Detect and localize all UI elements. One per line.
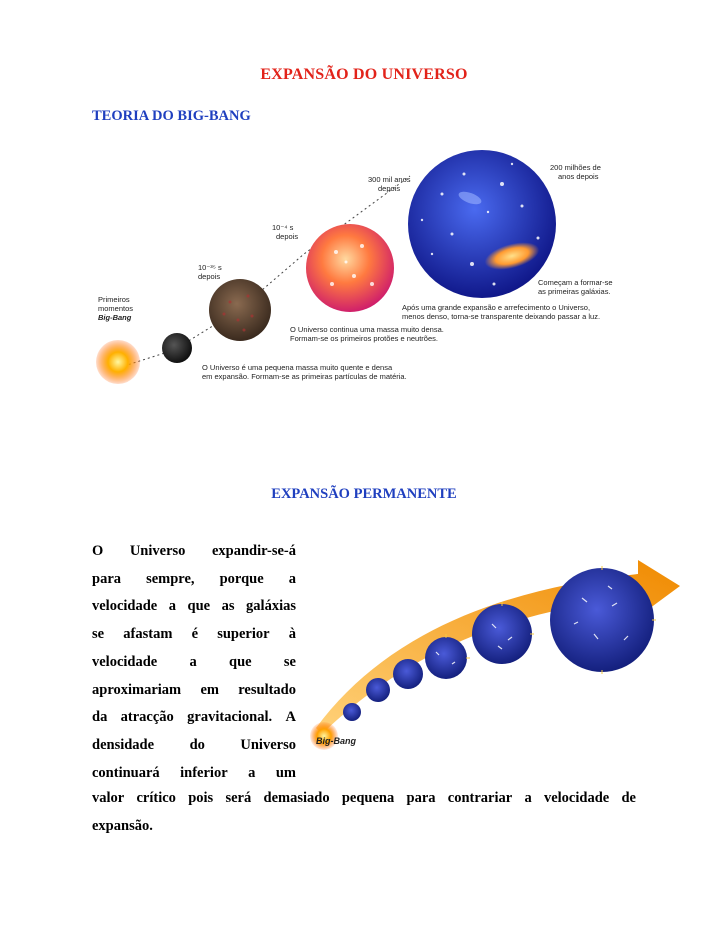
expanding-spheres — [343, 568, 654, 721]
word: à — [288, 626, 296, 643]
svg-text:depois: depois — [198, 272, 221, 281]
svg-text:anos depois: anos depois — [558, 172, 599, 181]
svg-text:Formam-se os primeiros protões: Formam-se os primeiros protões e neutrões. — [290, 334, 438, 343]
body-paragraph-column — [92, 538, 296, 787]
word: para — [406, 790, 436, 806]
word: Universo — [240, 736, 296, 753]
svg-text:momentos: momentos — [98, 304, 134, 313]
section-heading-big-bang: TEORIA DO BIG-BANG — [92, 108, 251, 124]
word: O — [92, 543, 104, 559]
word: a — [524, 790, 532, 806]
caption-particles: O Universo é uma pequena massa muito quente e densa — [202, 363, 393, 372]
word: inferior — [180, 764, 228, 781]
paragraph-line-last: expansão. — [92, 817, 153, 834]
word: galáxias — [246, 598, 296, 615]
word: pois — [188, 790, 214, 806]
word: gravitacional. — [187, 709, 273, 726]
word: velocidade — [543, 790, 610, 806]
svg-text:depois: depois — [276, 232, 299, 241]
paragraph-line — [92, 704, 296, 732]
svg-text:Big-Bang: Big-Bang — [98, 313, 132, 322]
label-1e-35s: 10⁻³⁵ s — [198, 263, 222, 272]
permanent-expansion-figure — [308, 540, 680, 762]
paragraph-line — [92, 760, 296, 788]
paragraph-line — [92, 677, 296, 705]
big-bang-label: Big-Bang — [316, 736, 356, 746]
word: se — [283, 653, 296, 670]
label-300k-years: 300 mil anos — [368, 175, 411, 184]
word: a — [288, 570, 296, 587]
word: Universo — [129, 543, 186, 559]
word: será — [225, 790, 252, 806]
page-title: EXPANSÃO DO UNIVERSO — [260, 66, 468, 83]
svg-text:menos denso, torna-se transpar: menos denso, torna-se transparente deixando passar a luz. — [402, 312, 601, 321]
paragraph-line — [92, 649, 296, 677]
big-bang-timeline-figure — [92, 134, 632, 396]
paragraph-line — [92, 732, 296, 760]
svg-text:depois: depois — [378, 184, 401, 193]
word: resultado — [238, 681, 296, 698]
word: porque — [219, 570, 264, 587]
word: se — [92, 626, 105, 643]
label-first-moments: Primeiros — [98, 295, 130, 304]
word: é — [191, 626, 199, 643]
word: que — [187, 598, 211, 615]
word: valor — [92, 790, 125, 806]
svg-text:as primeiras galáxias.: as primeiras galáxias. — [538, 287, 611, 296]
word: para — [92, 570, 121, 587]
word: de — [621, 790, 636, 806]
word: a — [189, 653, 197, 670]
paragraph-line — [92, 593, 296, 621]
caption-galaxies: Começam a formar-se — [538, 278, 613, 287]
word: do — [189, 736, 205, 753]
word: superior — [217, 626, 270, 643]
caption-protons: O Universo continua uma massa muito densa. — [290, 325, 444, 334]
word: continuará — [92, 764, 160, 781]
word: densidade — [92, 736, 155, 753]
caption-transparent: Após uma grande expansão e arrefecimento o Universo, — [402, 303, 591, 312]
word: aproximariam — [92, 681, 182, 698]
word: crítico — [136, 790, 176, 806]
word: contrariar — [447, 790, 513, 806]
paragraph-line — [92, 538, 296, 566]
early-universe-sphere — [162, 333, 192, 363]
word: da — [92, 709, 108, 726]
word: um — [275, 764, 296, 781]
word: velocidade — [92, 598, 158, 615]
paragraph-line — [92, 785, 636, 813]
svg-text:em expansão. Formam-se as prim: em expansão. Formam-se as primeiras partículas de matéria. — [202, 372, 407, 381]
word: em — [200, 681, 219, 698]
galaxies-sphere — [408, 150, 556, 298]
word: velocidade — [92, 653, 158, 670]
word: expandir-se-á — [211, 543, 296, 559]
body-paragraph-full — [92, 785, 636, 840]
word: A — [285, 709, 296, 726]
big-bang-burst — [96, 340, 140, 384]
word: demasiado — [263, 790, 330, 806]
protons-neutrons-sphere — [306, 224, 394, 312]
matter-sphere — [209, 279, 271, 341]
paragraph-line — [92, 621, 296, 649]
word: a — [248, 764, 256, 781]
word: que — [229, 653, 252, 670]
word: as — [221, 598, 235, 615]
word: a — [168, 598, 177, 615]
word: atracção — [120, 709, 174, 726]
word: afastam — [123, 626, 173, 643]
label-200m-years: 200 milhões de — [550, 163, 601, 172]
paragraph-line — [92, 566, 296, 594]
section-heading-permanent-expansion: EXPANSÃO PERMANENTE — [271, 486, 457, 502]
word: sempre, — [146, 570, 195, 587]
word: pequena — [341, 790, 395, 806]
label-1e-4s: 10⁻⁴ s — [272, 223, 294, 232]
